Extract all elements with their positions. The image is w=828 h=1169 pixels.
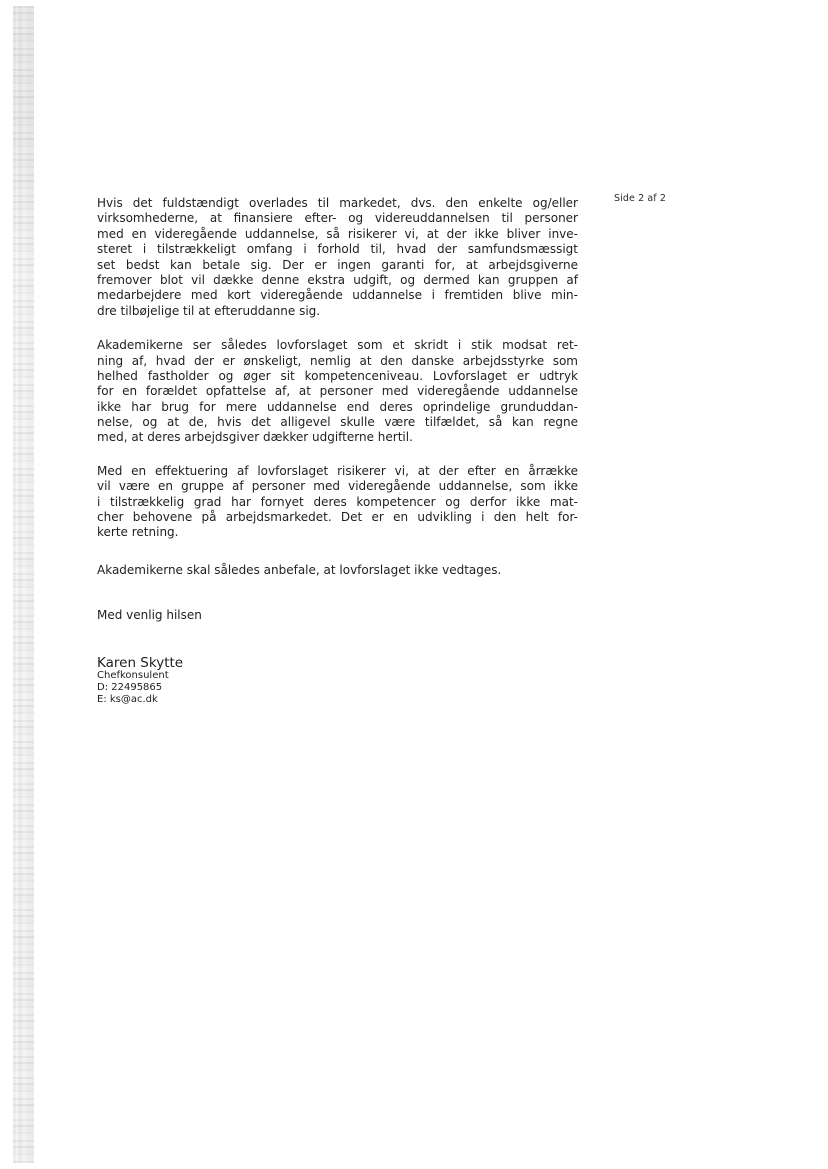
closing-salutation: Med venlig hilsen	[97, 608, 202, 623]
text-line: Med en effektuering af lovforslaget risikerer vi, at der efter en årrække	[97, 463, 578, 478]
text-line: ning af, hvad der er ønskeligt, nemlig at den danske arbejdsstyrke som	[97, 353, 578, 368]
paragraph-wrong-direction	[97, 338, 578, 446]
text-line: nelse, og at de, hvis det alligevel skulle være tilfældet, så kan regne	[97, 415, 578, 430]
signature-title: Chefkonsulent	[97, 669, 169, 681]
text-line: vil være en gruppe af personer med videregående uddannelse, som ikke	[97, 479, 578, 494]
signature-email: E: ks@ac.dk	[97, 694, 158, 706]
text-line: med, at deres arbejdsgiver dækker udgifterne hertil.	[97, 430, 413, 445]
text-line: steret i tilstrækkeligt omfang i forhold til, hvad der samfundsmæssigt	[97, 242, 578, 257]
paragraph-market-investment	[97, 196, 578, 319]
text-line: i tilstrækkelig grad har fornyet deres kompetencer og derfor ikke mat-	[97, 494, 578, 509]
text-line: for en forældet opfattelse af, at personer med videregående uddannelse	[97, 384, 578, 399]
text-line: virksomhederne, at finansiere efter- og videreuddannelsen til personer	[97, 211, 578, 226]
text-line: kerte retning.	[97, 525, 179, 540]
scan-artifact-left-strip	[13, 6, 34, 1163]
letter-body	[97, 196, 578, 707]
text-line: dre tilbøjelige til at efteruddanne sig.	[97, 303, 321, 318]
signature-phone: D: 22495865	[97, 681, 163, 693]
text-line: ikke har brug for mere uddannelse end deres oprindelige grunduddan-	[97, 399, 578, 414]
paragraph-competence-risk	[97, 464, 578, 541]
text-line: fremover blot vil dække denne ekstra udgift, og dermed kan gruppen af	[97, 272, 578, 287]
text-line: cher behovene på arbejdsmarkedet. Det er en udvikling i den helt for-	[97, 510, 578, 525]
text-line: set bedst kan betale sig. Der er ingen garanti for, at arbejdsgiverne	[97, 257, 578, 272]
text-line: Akademikerne skal således anbefale, at lovforslaget ikke vedtages.	[97, 562, 502, 577]
text-line: Akademikerne ser således lovforslaget som et skridt i stik modsat ret-	[97, 338, 578, 353]
page-number: Side 2 af 2	[614, 193, 666, 204]
text-line: medarbejdere med kort videregående uddannelse i fremtiden blive min-	[97, 288, 578, 303]
signature-block	[97, 656, 578, 707]
text-line: Hvis det fuldstændigt overlades til markedet, dvs. den enkelte og/eller	[97, 196, 578, 210]
text-line: helhed fastholder og øger sit kompetenceniveau. Lovforslaget er udtryk	[97, 368, 578, 383]
text-line: med en videregående uddannelse, så risikerer vi, at der ikke bliver inve-	[97, 226, 578, 241]
signature-name: Karen Skytte	[97, 654, 184, 671]
paragraph-recommendation	[97, 563, 578, 578]
